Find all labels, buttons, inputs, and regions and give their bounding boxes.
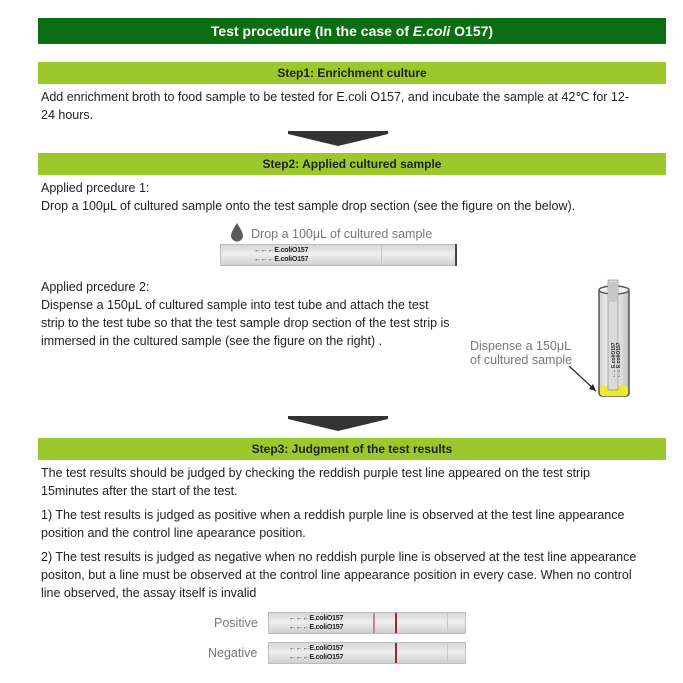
strip-label-bottom: ←←←E.coliO157 [289,624,344,631]
step3-header: Step3: Judgment of the test results [38,438,666,460]
strip-label-top: ←←←E.coliO157 [289,645,344,652]
step2-proc1-text: Drop a 100μL of cultured sample onto the test sample drop section (see the figure on the below). [41,199,576,213]
page-title [38,18,666,44]
control-line [395,643,397,663]
step1-header: Step1: Enrichment culture [38,62,666,84]
step2-proc2-text: Dispense a 150μL of cultured sample into test tube and attach the test strip to the test tube so that the test sample drop section of the test strip is immersed in the cultured sample (see the figure on the right) . [41,298,450,348]
drop-label: Drop a 100μL of cultured sample [251,227,433,241]
positive-label: Positive [214,616,258,630]
down-arrow-icon [288,416,388,431]
strip-label-bottom: ←←←E.coliO157 [289,654,344,661]
test-line [373,613,375,633]
step2-proc1-title: Applied prcedure 1: [41,181,150,195]
strip-label-bottom: ←←←E.coliO157 [254,256,309,263]
svg-text:←←E.coliO157: ←←E.coliO157 [611,342,617,378]
test-tube-figure [560,278,640,413]
step3-item1: 1) The test results is judged as positive when a reddish purple line is observed at the test line appearance position and the control line apearance position. [41,508,625,540]
test-strip [220,244,456,266]
title-italic: E.coli [412,23,451,39]
title-prefix: Test procedure (In the case of [210,23,413,39]
title-suffix: O157) [450,23,494,39]
down-arrow-icon [288,131,388,146]
step1-text: Add enrichment broth to food sample to be tested for E.coli O157, and incubate the sample at 42℃ for 12-24 hours. [41,90,629,122]
positive-strip [268,612,466,634]
strip-label-top: ←←←E.coliO157 [254,247,309,254]
step2-header: Step2: Applied cultured sample [38,153,666,175]
dispense-label [470,339,572,367]
step2-proc2-title: Applied prcedure 2: [41,280,150,294]
dispense-label-line2: of cultured sample [470,353,573,367]
control-line [395,613,397,633]
dispense-label-line1: Dispense a 150μL [470,339,572,353]
svg-text:←←E.coliO157: ←←E.coliO157 [616,342,622,378]
step3-intro: The test results should be judged by checking the reddish purple test line appeared on the test strip 15minutes after the start of the test. [41,466,590,498]
negative-strip [268,642,466,664]
negative-label: Negative [208,646,258,660]
strip-label-top: ←←←E.coliO157 [289,615,344,622]
step3-item2: 2) The test results is judged as negative when no reddish purple line is observed at the test line appearance positon, but a line must be observed at the control line appearance position in every case. When no control line observed, the assay itself is invalid [41,550,637,600]
